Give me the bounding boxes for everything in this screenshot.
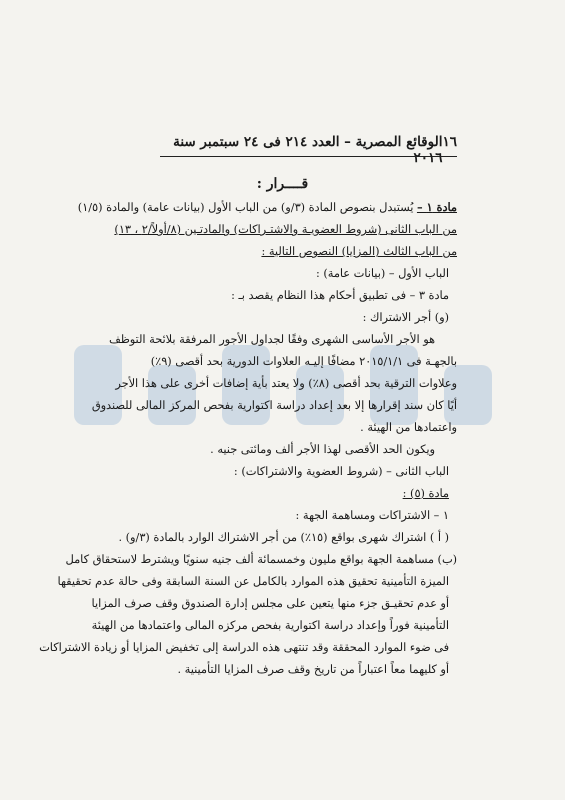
text-line: ويكون الحد الأقصى لهذا الأجر ألف ومائتى جنيه .	[210, 443, 435, 456]
text-line: فى ضوء الموارد المحققة وقد تنتهى هذه الدراسة إلى تخفيض المزايا أو زيادة الاشتراكات	[39, 641, 449, 654]
text-line: (ب) مساهمة الجهة بواقع مليون وخمسمائة ألف جنيه سنويًا ويشترط لاستحقاق كامل	[65, 553, 457, 566]
text-line: أو كليهما معاً اعتباراً من تاريخ وقف صرف المزايا التأمينية .	[177, 663, 449, 676]
text-line: ١ – الاشتراكات ومساهمة الجهة :	[295, 509, 449, 522]
text-line: التأمينية فوراً وإعداد دراسة اكتوارية بفحص مركزه المالى واعتمادها من الهيئة	[91, 619, 449, 632]
article-lead: مادة ١ –	[416, 200, 457, 214]
decision-title: قــــرار :	[256, 176, 309, 192]
gazette-title: الوقائع المصرية – العدد ٢١٤ فى ٢٤ سبتمبر سنة ٢٠١٦	[173, 134, 443, 166]
text-line: (و) أجر الاشتراك :	[362, 311, 449, 324]
page-number: ١٦	[442, 134, 457, 150]
page-header	[160, 134, 457, 166]
text-line: ( أ ) اشتراك شهرى بواقع (١٥٪) من أجر الاشتراك الوارد بالمادة (٣/و) .	[118, 531, 449, 544]
text-line: الباب الأول – (بيانات عامة) :	[315, 267, 449, 280]
decision-body	[39, 196, 457, 681]
text-line: من الباب الثانى (شروط العضويـة والاشتـراكات) والمادتـين (٨/أولاً/٢ ، ١٣)	[114, 223, 457, 236]
text-line: مادة ١ – يُستبدل بنصوص المادة (٣/و) من الباب الأول (بيانات عامة) والمادة (١/٥)	[77, 200, 457, 214]
text-line: واعتمادها من الهيئة .	[360, 421, 457, 434]
text-line: مادة ٣ – فى تطبيق أحكام هذا النظام يقصد بـ :	[231, 289, 449, 302]
header-rule	[160, 156, 457, 157]
text-line: وعلاوات الترقية بحد أقصى (٨٪) ولا يعتد بأية إضافات أخرى على هذا الأجر	[115, 377, 457, 390]
text-line: أيًا كان سند إقرارها إلا بعد إعداد دراسة اكتوارية بفحص المركز المالى للصندوق	[91, 399, 457, 412]
text-line: مادة (٥) :	[402, 487, 449, 500]
text-line: بالجهـة فى ٢٠١٥/١/١ مضافًا إليـه العلاوات الدورية بحد أقصى (٩٪)	[150, 355, 457, 368]
text-line: من الباب الثالث (المزايا) النصوص التالية :	[261, 245, 457, 258]
text-line: أو عدم تحقيـق جزء منها يتعين على مجلس إدارة الصندوق وقف صرف المزايا	[91, 597, 449, 610]
text-line: هو الأجر الأساسى الشهرى وفقًا لجداول الأجور المرفقة بلائحة التوظف	[109, 333, 435, 346]
text-line: الباب الثانى – (شروط العضوية والاشتراكات) :	[233, 465, 449, 478]
text-line: الميزة التأمينية تحقيق هذه الموارد بالكامل عن السنة السابقة وفى حالة عدم تحقيقها	[57, 575, 449, 588]
